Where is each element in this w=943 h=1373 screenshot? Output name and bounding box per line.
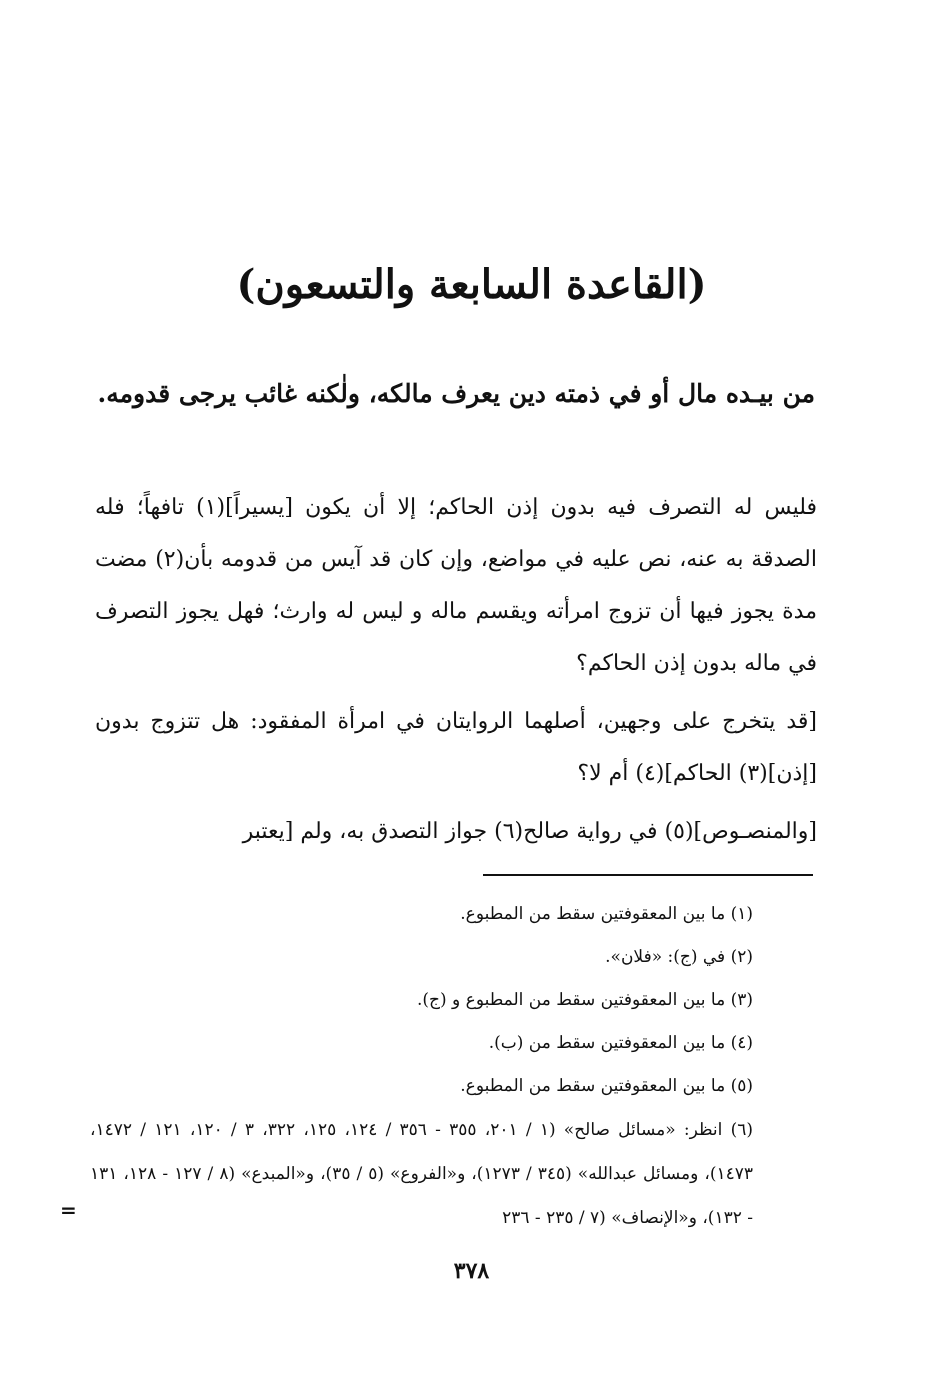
footnote-4: (٤) ما بين المعقوفتين سقط من (ب). bbox=[488, 1033, 753, 1053]
footnote-1: (١) ما بين المعقوفتين سقط من المطبوع. bbox=[460, 904, 753, 924]
footnotes bbox=[90, 893, 815, 1240]
footnote-3: (٣) ما بين المعقوفتين سقط من المطبوع و (ج). bbox=[417, 990, 753, 1010]
footnote-6: (٦) انظر: «مسائل صالح» (١ / ٢٠١، ٣٥٥ - ٣٥٦ / ١٢٤، ١٢٥، ٣٢٢، ٣ / ١٢٠، ١٢١ / ١٤٧٢، ١٤٧٣)، ومسائل عبدالله» (٣٤٥ / ١٢٧٣)، و«الفروع» (٥ / ٣٥)، و«المبدع» (٨ / ١٢٧ - ١٢٨، ١٣١ - ١٣٢)، و«الإنصاف» (٧ / ٢٣٥ - ٢٣٦ bbox=[90, 1120, 753, 1228]
paragraph-1: فليس له التصرف فيه بدون إذن الحاكم؛ إلا أن يكون [يسيراً](١) تافهاً؛ فله الصدقة به عنه، نص عليه في مواضع، وإن كان قد آيس من قدومه بأن(٢) مضت مدة يجوز فيها أن تزوج امرأته ويقسم ماله و ليس له وارث؛ فهل يجوز التصرف في ماله بدون إذن الحاكم؟ bbox=[95, 495, 818, 676]
continuation-mark: = bbox=[60, 1198, 77, 1222]
footnote-2: (٢) في (ج): «فلان». bbox=[605, 947, 753, 967]
paragraph-2: [قد يتخرج على وجهين، أصلهما الروايتان في امرأة المفقود: هل تتزوج بدون [إذن](٣) الحاكم](٤) أم لا؟ bbox=[95, 709, 817, 786]
page-title: (القاعدة السابعة والتسعون) bbox=[236, 261, 707, 308]
paragraph-3: [والمنصـوص](٥) في رواية صالح(٦) جواز التصدق به، ولم [يعتبر bbox=[242, 819, 817, 844]
page-number: ٣٧٨ bbox=[453, 1258, 490, 1284]
rule-statement: من بيـده مال أو في ذمته دين يعرف مالكه، ولٰكنه غائب يرجى قدومه. bbox=[97, 379, 815, 408]
footnote-divider bbox=[483, 874, 813, 876]
footnote-5: (٥) ما بين المعقوفتين سقط من المطبوع. bbox=[460, 1076, 753, 1096]
